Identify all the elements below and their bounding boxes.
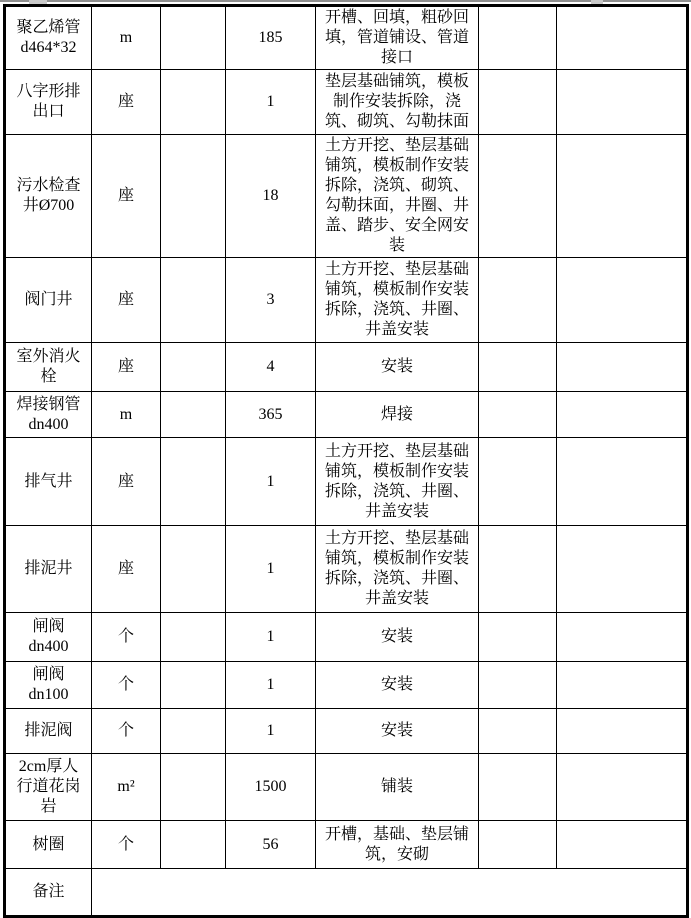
empty-cell xyxy=(557,821,688,869)
item-name-cell: 排泥井 xyxy=(5,526,92,613)
work-content-cell: 开槽，基础、垫层铺筑，安砌 xyxy=(316,821,479,869)
empty-cell xyxy=(557,392,688,438)
quantities-table-body xyxy=(5,6,688,917)
empty-cell xyxy=(161,70,226,135)
unit-cell: 座 xyxy=(92,135,161,258)
table-row xyxy=(5,613,688,662)
quantity-cell: 1 xyxy=(226,438,316,526)
empty-cell xyxy=(479,258,557,343)
empty-cell xyxy=(479,438,557,526)
unit-cell: m² xyxy=(92,754,161,821)
empty-cell xyxy=(161,709,226,754)
item-name-cell: 八字形排出口 xyxy=(5,70,92,135)
work-content-cell: 铺装 xyxy=(316,754,479,821)
empty-cell xyxy=(161,392,226,438)
table-row xyxy=(5,709,688,754)
work-content-cell: 安装 xyxy=(316,709,479,754)
work-content-cell: 土方开挖、垫层基础铺筑，模板制作安装拆除，浇筑、井圈、井盖安装 xyxy=(316,438,479,526)
empty-cell xyxy=(557,754,688,821)
unit-cell: 个 xyxy=(92,821,161,869)
unit-cell: 个 xyxy=(92,662,161,709)
empty-cell xyxy=(161,526,226,613)
unit-cell: 个 xyxy=(92,709,161,754)
quantity-cell: 1 xyxy=(226,613,316,662)
empty-cell xyxy=(557,258,688,343)
work-content-cell: 开槽、回填，粗砂回填，管道铺设、管道接口 xyxy=(316,6,479,70)
unit-cell: m xyxy=(92,392,161,438)
table-row xyxy=(5,135,688,258)
item-name-cell: 污水检查井Ø700 xyxy=(5,135,92,258)
quantity-cell: 365 xyxy=(226,392,316,438)
empty-cell xyxy=(161,662,226,709)
quantity-cell: 18 xyxy=(226,135,316,258)
empty-cell xyxy=(479,821,557,869)
quantity-cell: 1 xyxy=(226,70,316,135)
quantity-cell: 1 xyxy=(226,526,316,613)
item-name-cell: 闸阀dn100 xyxy=(5,662,92,709)
empty-cell xyxy=(161,613,226,662)
quantity-cell: 56 xyxy=(226,821,316,869)
unit-cell: 座 xyxy=(92,343,161,392)
table-row xyxy=(5,438,688,526)
quantity-cell: 185 xyxy=(226,6,316,70)
unit-cell: 座 xyxy=(92,526,161,613)
quantity-cell: 4 xyxy=(226,343,316,392)
quantity-cell: 1500 xyxy=(226,754,316,821)
empty-cell xyxy=(161,438,226,526)
empty-cell xyxy=(557,526,688,613)
work-content-cell: 垫层基础铺筑，模板制作安装拆除，浇筑、砌筑、勾勒抹面 xyxy=(316,70,479,135)
empty-cell xyxy=(557,662,688,709)
empty-cell xyxy=(557,6,688,70)
empty-cell xyxy=(161,343,226,392)
empty-cell xyxy=(557,438,688,526)
empty-cell xyxy=(161,821,226,869)
unit-cell: 座 xyxy=(92,70,161,135)
empty-cell xyxy=(161,6,226,70)
empty-cell xyxy=(557,709,688,754)
item-name-cell: 室外消火栓 xyxy=(5,343,92,392)
table-row xyxy=(5,70,688,135)
item-name-cell: 树圈 xyxy=(5,821,92,869)
empty-cell xyxy=(479,392,557,438)
empty-cell xyxy=(479,613,557,662)
item-name-cell: 阀门井 xyxy=(5,258,92,343)
item-name-cell: 2cm厚人行道花岗岩 xyxy=(5,754,92,821)
work-content-cell: 土方开挖、垫层基础铺筑，模板制作安装拆除，浇筑、井圈、井盖安装 xyxy=(316,526,479,613)
remarks-content-cell xyxy=(92,869,688,917)
empty-cell xyxy=(479,70,557,135)
unit-cell: 座 xyxy=(92,258,161,343)
work-content-cell: 土方开挖、垫层基础铺筑，模板制作安装拆除，浇筑、砌筑、勾勒抹面，井圈、井盖、踏步、安全网安装 xyxy=(316,135,479,258)
table-row xyxy=(5,392,688,438)
unit-cell: 个 xyxy=(92,613,161,662)
quantity-cell: 1 xyxy=(226,709,316,754)
work-content-cell: 土方开挖、垫层基础铺筑，模板制作安装拆除，浇筑、井圈、井盖安装 xyxy=(316,258,479,343)
item-name-cell: 排气井 xyxy=(5,438,92,526)
remarks-label-cell: 备注 xyxy=(5,869,92,917)
item-name-cell: 焊接钢管dn400 xyxy=(5,392,92,438)
table-row xyxy=(5,821,688,869)
item-name-cell: 闸阀dn400 xyxy=(5,613,92,662)
remarks-row xyxy=(5,869,688,917)
unit-cell: 座 xyxy=(92,438,161,526)
empty-cell xyxy=(479,6,557,70)
empty-cell xyxy=(479,662,557,709)
empty-cell xyxy=(479,754,557,821)
work-content-cell: 安装 xyxy=(316,662,479,709)
item-name-cell: 聚乙烯管d464*32 xyxy=(5,6,92,70)
empty-cell xyxy=(557,135,688,258)
quantity-cell: 1 xyxy=(226,662,316,709)
empty-cell xyxy=(479,709,557,754)
empty-cell xyxy=(479,343,557,392)
item-name-cell: 排泥阀 xyxy=(5,709,92,754)
quantity-cell: 3 xyxy=(226,258,316,343)
table-row xyxy=(5,6,688,70)
empty-cell xyxy=(557,343,688,392)
empty-cell xyxy=(479,526,557,613)
empty-cell xyxy=(557,70,688,135)
empty-cell xyxy=(479,135,557,258)
empty-cell xyxy=(161,135,226,258)
table-row xyxy=(5,258,688,343)
work-content-cell: 焊接 xyxy=(316,392,479,438)
empty-cell xyxy=(557,613,688,662)
quantities-table xyxy=(3,4,689,918)
unit-cell: m xyxy=(92,6,161,70)
work-content-cell: 安装 xyxy=(316,343,479,392)
empty-cell xyxy=(161,754,226,821)
empty-cell xyxy=(161,258,226,343)
table-row xyxy=(5,754,688,821)
table-row xyxy=(5,343,688,392)
work-content-cell: 安装 xyxy=(316,613,479,662)
table-row xyxy=(5,662,688,709)
table-row xyxy=(5,526,688,613)
window-edge-strip xyxy=(0,0,691,2)
